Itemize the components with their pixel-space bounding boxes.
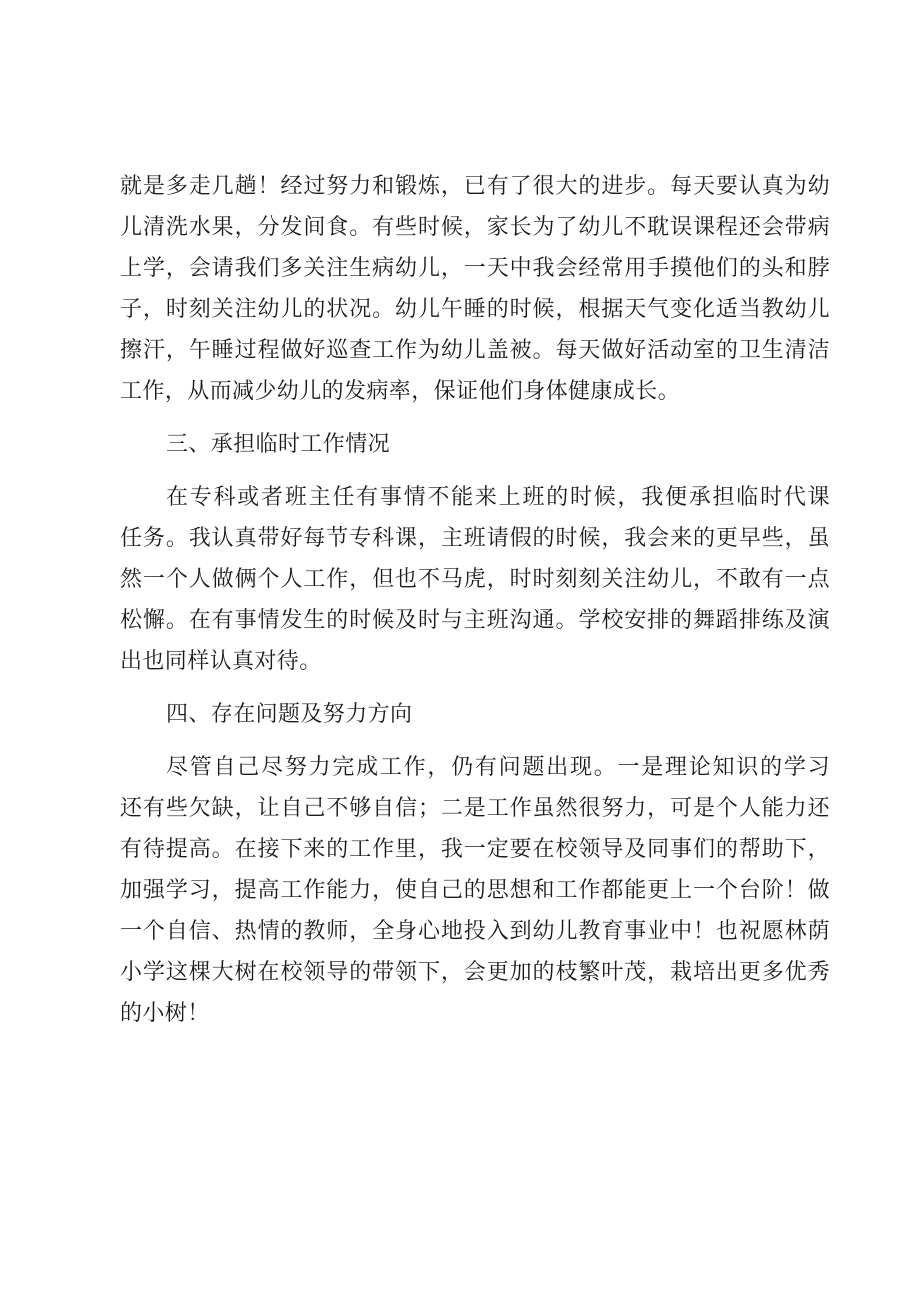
paragraph-problems (120, 747, 830, 1034)
text-line: 然一个人做俩个人工作，但也不马虎，时时刻刻关注幼儿，不敢有一点 (120, 567, 830, 592)
paragraph-temporary-work (120, 477, 830, 682)
text-line: 的小树！ (120, 1001, 210, 1026)
text-line: 松懈。在有事情发生的时候及时与主班沟通。学校安排的舞蹈排练及演 (120, 608, 830, 633)
text-line: 有待提高。在接下来的工作里，我一定要在校领导及同事们的帮助下， (120, 837, 830, 862)
text-line: 还有些欠缺，让自己不够自信；二是工作虽然很努力，可是个人能力还 (120, 796, 830, 821)
section-heading-temporary-work: 三、承担临时工作情况 (166, 432, 391, 457)
text-line: 儿清洗水果，分发间食。有些时候，家长为了幼儿不耽误课程还会带病 (120, 215, 830, 240)
text-line: 在专科或者班主任有事情不能来上班的时候，我便承担临时代课 (166, 485, 830, 510)
text-line: 子，时刻关注幼儿的状况。幼儿午睡的时候，根据天气变化适当教幼儿 (120, 297, 830, 322)
text-line: 小学这棵大树在校领导的带领下，会更加的枝繁叶茂，栽培出更多优秀 (120, 960, 830, 985)
text-line: 任务。我认真带好每节专科课，主班请假的时候，我会来的更早些，虽 (120, 526, 830, 551)
text-line: 擦汗，午睡过程做好巡查工作为幼儿盖被。每天做好活动室的卫生清洁 (120, 338, 830, 363)
document-body (120, 166, 830, 1034)
text-line: 加强学习，提高工作能力，使自己的思想和工作都能更上一个台阶！做 (120, 878, 830, 903)
text-line: 一个自信、热情的教师，全身心地投入到幼儿教育事业中！也祝愿林荫 (120, 919, 830, 944)
text-line: 就是多走几趟！经过努力和锻炼，已有了很大的进步。每天要认真为幼 (120, 174, 830, 199)
text-line: 出也同样认真对待。 (120, 649, 322, 674)
section-heading-problems: 四、存在问题及努力方向 (166, 702, 413, 727)
paragraph-daily-care (120, 166, 830, 412)
text-line: 上学，会请我们多关注生病幼儿，一天中我会经常用手摸他们的头和脖 (120, 256, 830, 281)
text-line: 尽管自己尽努力完成工作，仍有问题出现。一是理论知识的学习 (166, 755, 830, 780)
text-line: 工作，从而减少幼儿的发病率，保证他们身体健康成长。 (120, 379, 681, 404)
